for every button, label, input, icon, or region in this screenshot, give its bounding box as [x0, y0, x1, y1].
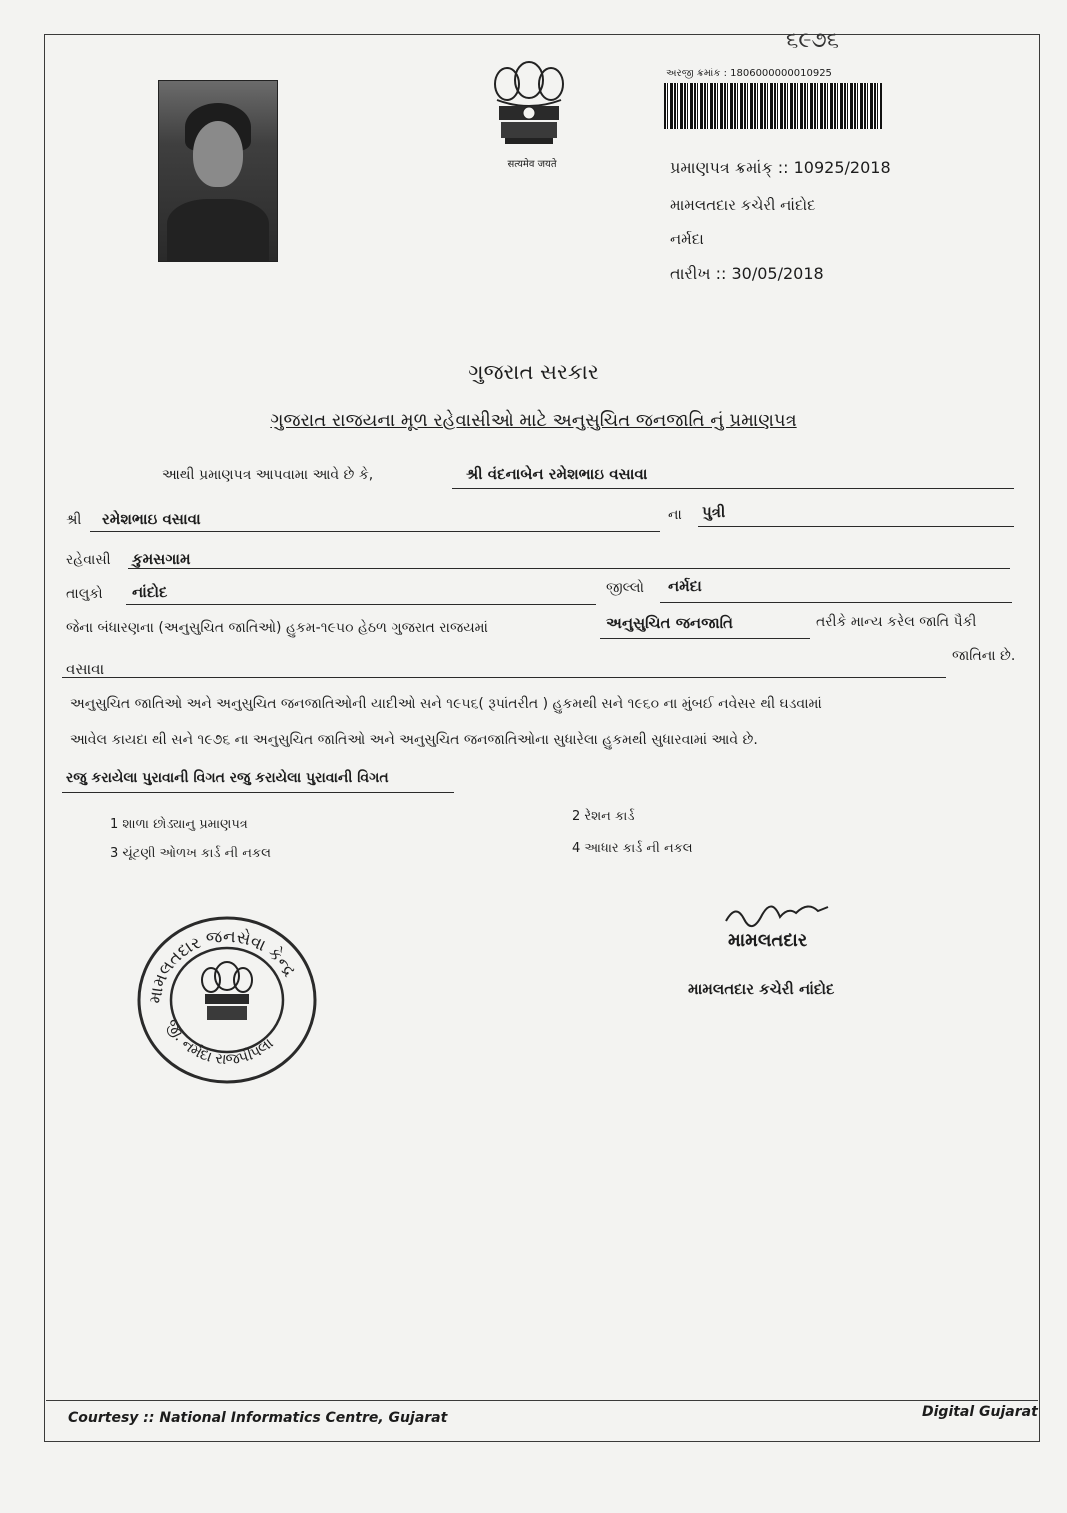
- district-underline: [660, 602, 1012, 603]
- legal-paragraph-line-2: આવેલ કાયદા થી સને ૧૯૭૬ ના અનુસુચિત જાતિઓ અને અનુસુચિત જનજાતિઓના સુધારેલા હુકમથી સુધારવામાં આવે છે.: [70, 732, 758, 748]
- signature-scribble: [722, 893, 832, 933]
- issue-date: તારીખ :: 30/05/2018: [670, 264, 824, 283]
- relation-value: પુત્રી: [702, 503, 726, 521]
- evidence-heading: રજુ કરાયેલા પુરાવાની વિગત રજુ કરાયેલા પુરાવાની વિગત: [66, 770, 389, 786]
- seal-top-text: મામલતદાર જનસેવા કેન્દ્ર: [145, 926, 300, 1005]
- caste-suffix: જાતિના છે.: [952, 648, 1016, 664]
- legal-paragraph-line-1: અનુસુચિત જાતિઓ અને અનુસુચિત જનજાતિઓની યાદીઓ સને ૧૯૫૬( રૂપાંતરીત ) હુકમથી સને ૧૯૬૦ ના મુંબઈ નવેસર થી ઘડવામાં: [70, 696, 822, 712]
- application-number: અરજી ક્રમાંક : 1806000000010925: [666, 68, 832, 79]
- taluka-value: નાંદોદ: [132, 583, 168, 601]
- caste-underline: [62, 677, 946, 678]
- holder-photo: [158, 80, 278, 262]
- recognized-text: તરીકે માન્ય કરેલ જાતિ પૈકી: [816, 614, 977, 630]
- issuing-office: મામલતદાર કચેરી નાંદોદ: [670, 196, 816, 214]
- national-emblem-icon: [483, 50, 575, 162]
- evidence-item: 3 ચૂંટણી ઓળખ કાર્ડ ની નકલ: [110, 846, 271, 861]
- residence-value: કુમસગામ: [132, 550, 191, 568]
- footer-digital-gujarat: Digital Gujarat: [922, 1404, 1038, 1420]
- father-name-underline: [90, 531, 660, 532]
- relation-underline: [698, 526, 1014, 527]
- order-text: જેના બંધારણના (અનુસુચિત જાતિઓ) હુકમ-૧૯૫૦ હેઠળ ગુજરાત રાજયમાં: [66, 620, 488, 636]
- official-seal: [133, 912, 318, 1084]
- father-name: રમેશભાઇ વસાવા: [102, 510, 201, 528]
- certificate-title: ગુજરાત રાજયના મૂળ રહેવાસીઓ માટે અનુસુચિત જનજાતિ નું પ્રમાણપત્ર: [270, 410, 797, 431]
- evidence-item: 1 શાળા છોડ્યાનુ પ્રમાણપત્ર: [110, 817, 248, 832]
- photo-body: [167, 199, 269, 261]
- category-value: અનુસુચિત જનજાતિ: [606, 614, 733, 632]
- evidence-item: 4 આધાર કાર્ડ ની નકલ: [572, 841, 693, 856]
- seal-emblem-icon: [202, 962, 252, 1020]
- signatory-office: મામલતદાર કચેરી નાંદોદ: [688, 980, 835, 998]
- evidence-heading-underline: [62, 792, 454, 793]
- residence-underline: [128, 568, 1010, 569]
- category-underline: [600, 638, 810, 639]
- issuing-district: નર્મદા: [670, 230, 704, 248]
- holder-name-underline: [452, 488, 1014, 489]
- photo-face: [193, 121, 243, 187]
- evidence-item: 2 રેશન કાર્ડ: [572, 809, 635, 824]
- father-prefix: શ્રી: [66, 512, 82, 528]
- footer-divider: [46, 1400, 1038, 1401]
- emblem-motto: सत्यमेव जयते: [507, 159, 557, 170]
- signatory-title: મામલતદાર: [728, 930, 808, 951]
- handwritten-number: ૬૯૭૬: [786, 28, 839, 53]
- relation-label: ના: [668, 507, 682, 523]
- district-label: જીલ્લો: [606, 580, 644, 596]
- residence-label: રહેવાસી: [66, 552, 111, 568]
- government-title: ગુજરાત સરકાર: [468, 360, 599, 384]
- certificate-number: પ્રમાણપત્ર ક્રમાંક્ :: 10925/2018: [670, 158, 891, 177]
- footer-courtesy: Courtesy :: National Informatics Centre, Gujarat: [68, 1410, 448, 1426]
- holder-name: શ્રી વંદનાબેન રમેશભાઇ વસાવા: [466, 465, 648, 483]
- intro-label: આથી પ્રમાણપત્ર આપવામા આવે છે કે,: [162, 467, 374, 483]
- seal-bottom-text: જી. નર્મદા રાજપીપલા: [162, 1016, 277, 1069]
- district-value: નર્મદા: [668, 577, 702, 595]
- taluka-label: તાલુકો: [66, 586, 103, 602]
- barcode: [664, 83, 882, 129]
- taluka-underline: [126, 604, 596, 605]
- caste-value: વસાવા: [66, 660, 105, 678]
